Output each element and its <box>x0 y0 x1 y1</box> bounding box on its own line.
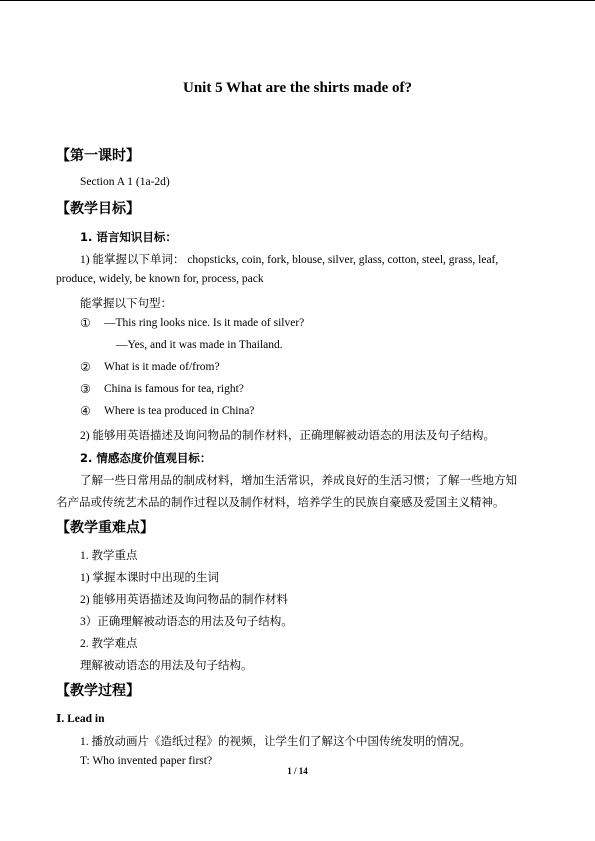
sentence-text: China is famous for tea, right? <box>104 383 244 395</box>
focus-item: 1) 掌握本课时中出现的生词 <box>80 572 219 584</box>
focus-label: 1. 教学重点 <box>80 550 138 562</box>
sentence-marker: ① <box>80 316 91 330</box>
vocab-line-2: produce, widely, be known for, process, pack <box>56 273 264 285</box>
dialogue-line: T: Who invented paper first? <box>80 755 213 767</box>
emotion-line-2: 名产品或传统艺术品的制作过程以及制作材料，培养学生的民族自豪感及爱国主义精神。 <box>56 497 505 509</box>
objectives-heading: 【教学目标】 <box>56 201 140 217</box>
sentence-intro: 能掌握以下句型： <box>80 298 172 310</box>
sentence-text: —Yes, and it was made in Thailand. <box>116 339 283 351</box>
focus-item: 3）正确理解被动语态的用法及句子结构。 <box>80 616 293 628</box>
document-title: Unit 5 What are the shirts made of? <box>182 80 413 96</box>
focus-item: 2) 能够用英语描述及询问物品的制作材料 <box>80 594 288 606</box>
emotion-line-1: 了解一些日常用品的制成材料，增加生活常识，养成良好的生活习惯；了解一些地方知 <box>80 475 517 487</box>
objective-point-2: 2) 能够用英语描述及询问物品的制作材料，正确理解被动语态的用法及句子结构。 <box>80 430 495 442</box>
sentence-text: What is it made of/from? <box>104 361 220 373</box>
sentence-marker: ④ <box>80 404 91 418</box>
emotion-goal-label: 2. 情感态度价值观目标： <box>80 451 212 465</box>
difficulty-label: 2. 教学难点 <box>80 638 138 650</box>
step-text: 1. 播放动画片《造纸过程》的视频，让学生们了解这个中国传统发明的情况。 <box>80 736 471 748</box>
header-rule <box>0 0 595 1</box>
page-number: 1 / 14 <box>287 766 308 776</box>
difficulty-text: 理解被动语态的用法及句子结构。 <box>80 660 253 672</box>
sentence-text: —This ring looks nice. Is it made of silver? <box>104 317 305 329</box>
step-label: Ⅰ. Lead in <box>56 713 105 725</box>
lesson-heading: 【第一课时】 <box>56 148 140 164</box>
key-points-heading: 【教学重难点】 <box>56 520 154 536</box>
sentence-text: Where is tea produced in China? <box>104 405 255 417</box>
sentence-marker: ② <box>80 360 91 374</box>
language-goal-label: 1. 语言知识目标： <box>80 230 177 244</box>
section-label: Section A 1 (1a-2d) <box>80 176 170 188</box>
vocab-line-1: 1) 能掌握以下单词： chopsticks, coin, fork, blouse, silver, glass, cotton, steel, grass, leaf, <box>80 254 499 266</box>
sentence-marker: ③ <box>80 382 91 396</box>
process-heading: 【教学过程】 <box>56 683 140 699</box>
